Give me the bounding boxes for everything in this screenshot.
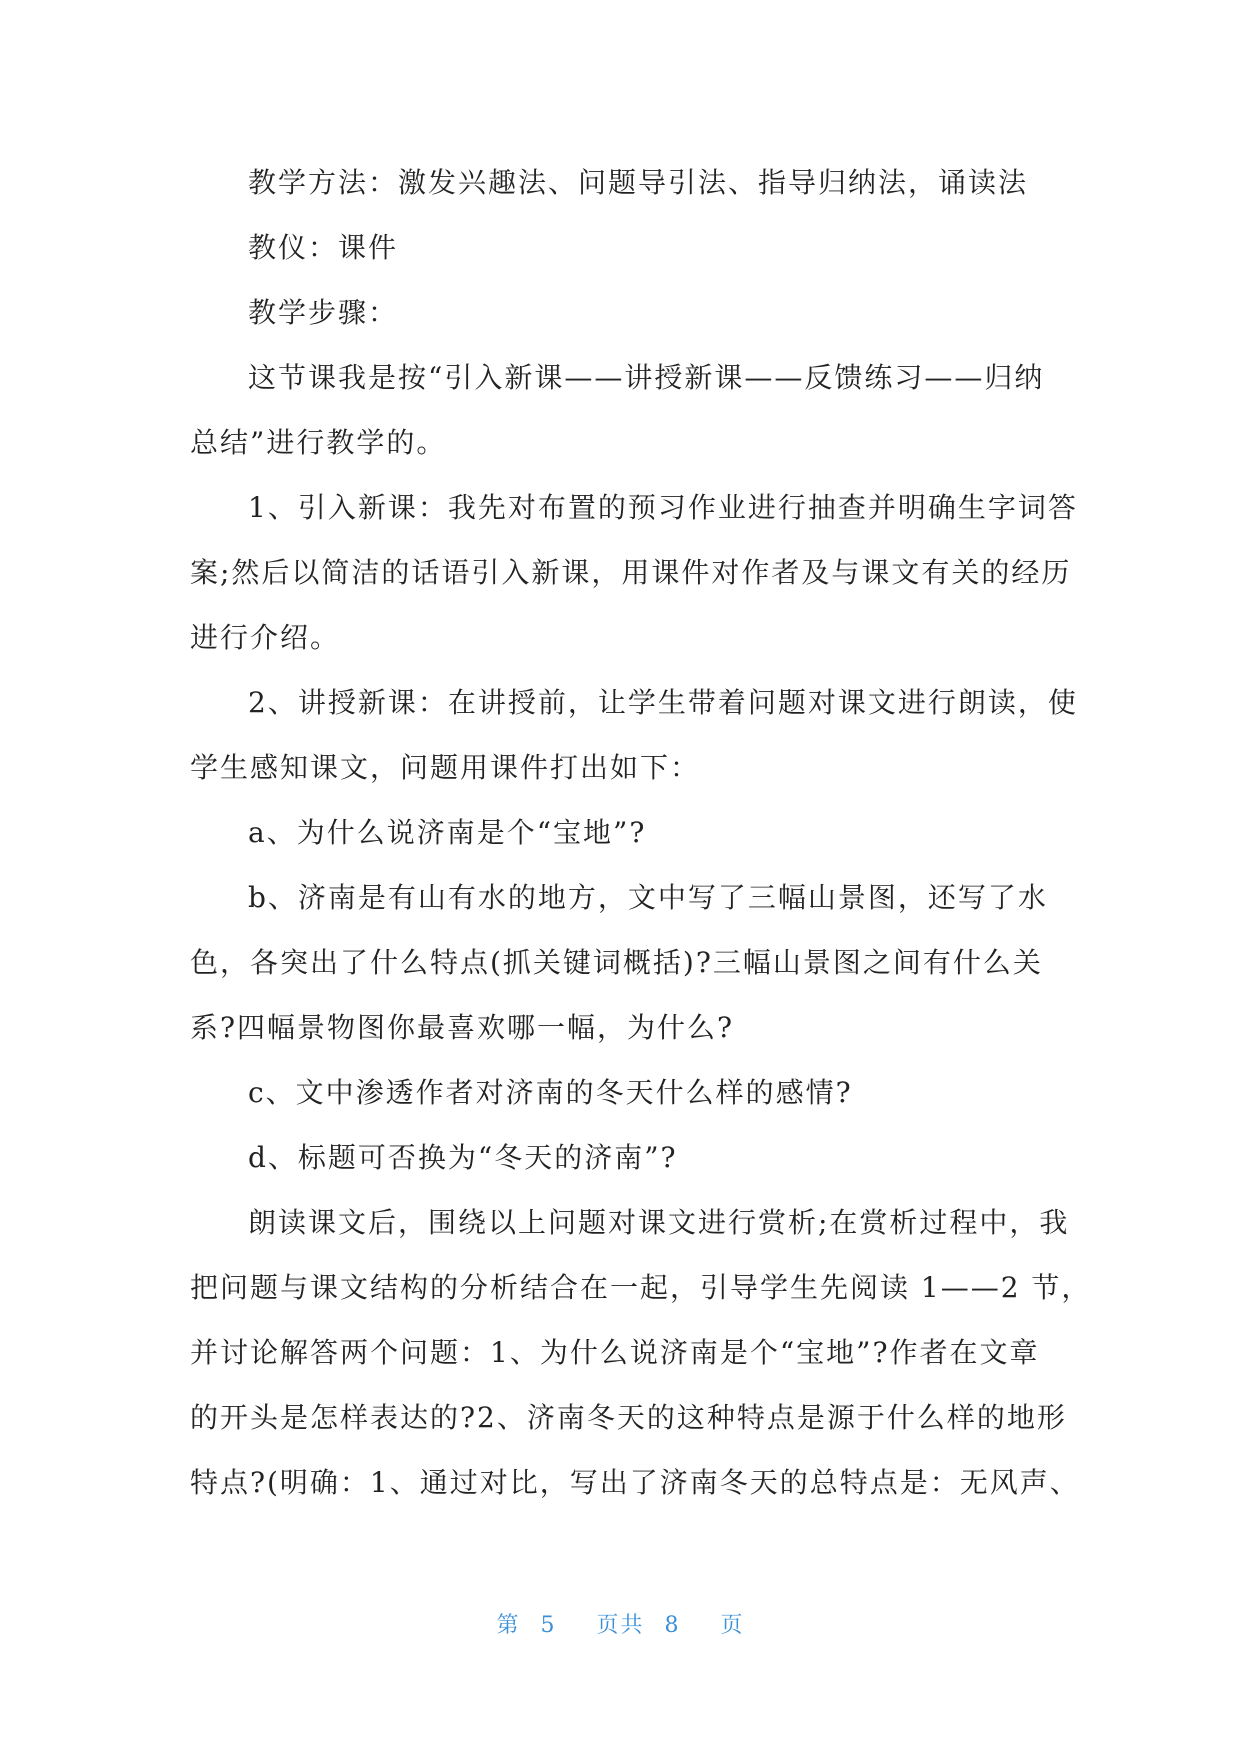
paragraph-analysis-line-4: 的开头是怎样表达的?2、济南冬天的这种特点是源于什么样的地形 [190,1401,1067,1434]
footer-prefix: 第 [496,1613,521,1638]
paragraph-analysis-line-2: 把问题与课文结构的分析结合在一起，引导学生先阅读 1——2 节， [190,1271,1092,1304]
footer-page-number: 5 [540,1613,557,1638]
paragraph-step-2-line-2: 学生感知课文，问题用课件打出如下： [190,751,701,784]
footer-middle: 页共 [596,1613,645,1638]
question-b-line-3: 系?四幅景物图你最喜欢哪一幅，为什么? [190,1011,735,1044]
paragraph-step-1-line-3: 进行介绍。 [190,621,341,654]
question-d: d、标题可否换为“冬天的济南”? [248,1141,678,1174]
paragraph-lesson-order-line-2: 总结”进行教学的。 [190,426,447,459]
page-footer [0,1608,1241,1639]
question-c: c、文中渗透作者对济南的冬天什么样的感情? [248,1076,853,1109]
paragraph-step-2-line-1: 2、讲授新课：在讲授前，让学生带着问题对课文进行朗读，使 [248,686,1078,719]
document-body [190,150,1092,1515]
question-a: a、为什么说济南是个“宝地”? [248,816,647,849]
paragraph-step-1-line-1: 1、引入新课：我先对布置的预习作业进行抽查并明确生字词答 [248,491,1078,524]
paragraph-teaching-aids: 教仪：课件 [248,231,399,264]
paragraph-analysis-line-5: 特点?(明确：1、通过对比，写出了济南冬天的总特点是：无风声、 [190,1466,1080,1499]
paragraph-teaching-methods: 教学方法：激发兴趣法、问题导引法、指导归纳法，诵读法 [248,166,1029,199]
paragraph-step-1-line-2: 案;然后以简洁的话语引入新课，用课件对作者及与课文有关的经历 [190,556,1072,589]
paragraph-analysis-line-1: 朗读课文后，围绕以上问题对课文进行赏析;在赏析过程中，我 [248,1206,1070,1239]
question-b-line-1: b、济南是有山有水的地方，文中写了三幅山景图，还写了水 [248,881,1048,914]
paragraph-analysis-line-3: 并讨论解答两个问题：1、为什么说济南是个“宝地”?作者在文章 [190,1336,1040,1369]
paragraph-teaching-steps-heading: 教学步骤： [248,296,399,329]
footer-total-pages: 8 [664,1613,681,1638]
footer-suffix: 页 [720,1613,745,1638]
question-b-line-2: 色，各突出了什么特点(抓关键词概括)?三幅山景图之间有什么关 [190,946,1043,979]
paragraph-lesson-order-line-1: 这节课我是按“引入新课——讲授新课——反馈练习——归纳 [248,361,1045,394]
